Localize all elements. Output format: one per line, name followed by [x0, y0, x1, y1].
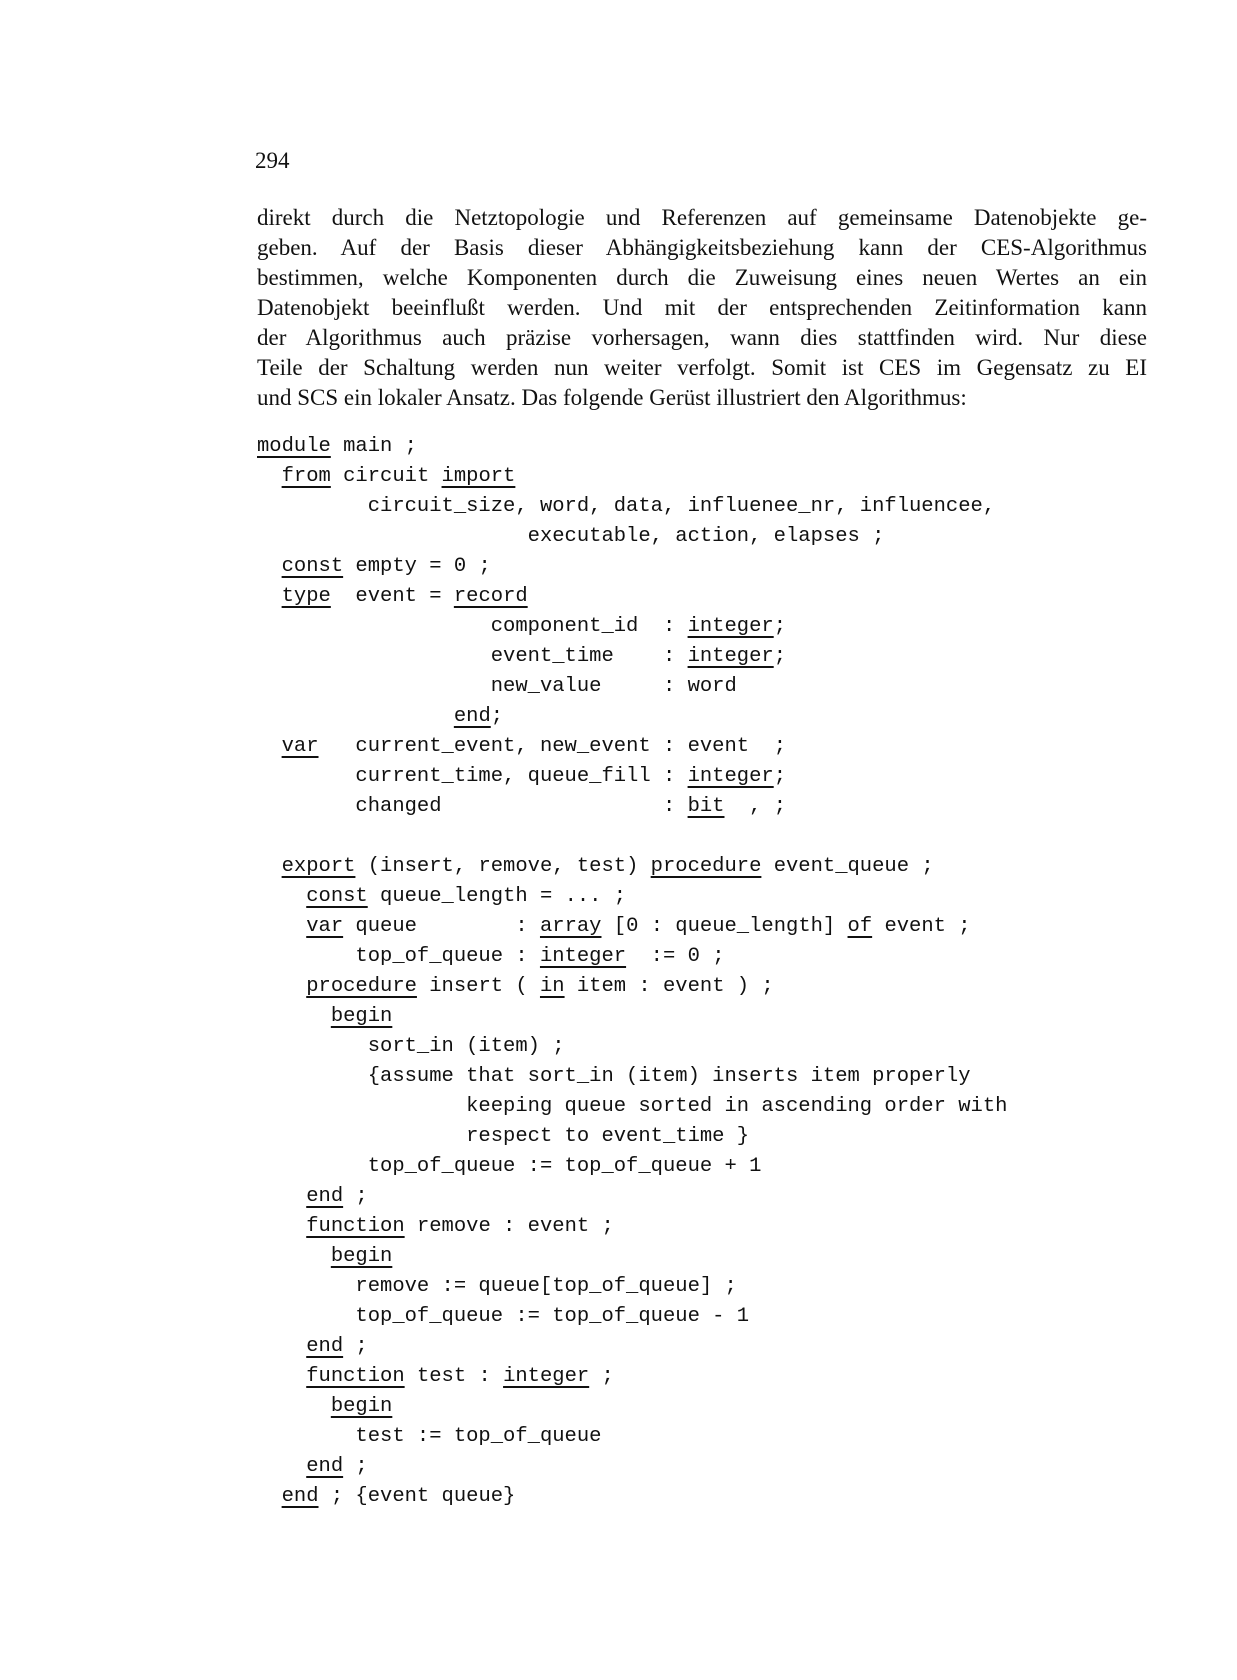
code-text	[257, 735, 282, 758]
code-text	[257, 1455, 306, 1478]
code-text: top_of_queue :	[257, 945, 540, 968]
code-line	[257, 1122, 1007, 1152]
code-keyword: in	[539, 975, 565, 998]
code-line	[257, 1452, 1007, 1482]
code-keyword: procedure	[650, 855, 762, 878]
code-keyword: const	[306, 885, 368, 908]
code-keyword: integer	[687, 765, 774, 788]
code-line	[257, 912, 1007, 942]
code-keyword: record	[453, 585, 528, 608]
code-keyword: export	[281, 855, 356, 878]
code-text	[257, 1185, 306, 1208]
code-text	[257, 1365, 306, 1388]
code-keyword: var	[281, 735, 319, 758]
code-keyword: procedure	[306, 975, 417, 998]
code-keyword: end	[281, 1485, 319, 1508]
paragraph-line: und SCS ein lokaler Ansatz. Das folgende Gerüst illustriert den Algorithmus:	[257, 385, 967, 410]
code-line	[257, 1272, 1007, 1302]
paragraph-line: Datenobjekt beeinflußt werden. Und mit der entsprechenden Zeitinformation kann	[257, 295, 1147, 320]
code-keyword: const	[281, 555, 344, 578]
code-line	[257, 702, 1007, 732]
code-text: ;	[343, 1455, 368, 1478]
code-keyword: array	[539, 915, 602, 938]
code-text: ;	[343, 1185, 368, 1208]
code-line	[257, 1482, 1007, 1512]
code-text	[257, 885, 306, 908]
code-text: keeping queue sorted in ascending order with	[257, 1095, 1008, 1118]
code-keyword: from	[281, 465, 331, 488]
code-text	[257, 975, 306, 998]
code-line	[257, 1212, 1007, 1242]
code-line	[257, 732, 1007, 762]
code-text: current_event, new_event : event ;	[318, 735, 786, 758]
code-text: , ;	[724, 795, 786, 818]
code-text: circuit	[330, 465, 442, 488]
paragraph-line: bestimmen, welche Komponenten durch die Zuweisung eines neuen Wertes an ein	[257, 265, 1147, 290]
code-keyword: integer	[687, 645, 774, 668]
code-keyword: end	[453, 705, 491, 728]
code-text: top_of_queue := top_of_queue + 1	[257, 1155, 762, 1178]
paragraph-line: der Algorithmus auch präzise vorhersagen, wann dies stattfinden wird. Nur diese	[257, 325, 1147, 350]
code-text: event =	[330, 585, 454, 608]
code-text	[257, 1395, 331, 1418]
code-line	[257, 1002, 1007, 1032]
code-text: executable, action, elapses ;	[257, 525, 885, 548]
code-text: ;	[343, 1335, 368, 1358]
code-text: sort_in (item) ;	[257, 1035, 565, 1058]
code-line	[257, 642, 1007, 672]
paragraph-line: direkt durch die Netztopologie und Referenzen auf gemeinsame Datenobjekte ge-	[257, 205, 1147, 230]
code-text: ;	[773, 615, 787, 638]
code-line	[257, 942, 1007, 972]
code-text	[257, 1335, 306, 1358]
code-listing	[257, 432, 1007, 1512]
code-line	[257, 1302, 1007, 1332]
code-text: ; {event queue}	[318, 1485, 516, 1508]
code-text: empty = 0 ;	[343, 555, 491, 578]
code-line	[257, 612, 1007, 642]
code-text: insert (	[416, 975, 540, 998]
code-keyword: function	[306, 1365, 405, 1388]
code-line	[257, 1032, 1007, 1062]
code-text: ;	[589, 1365, 614, 1388]
code-keyword: begin	[330, 1395, 393, 1418]
code-line	[257, 1092, 1007, 1122]
code-text: circuit_size, word, data, influenee_nr, influencee,	[257, 495, 996, 518]
code-line	[257, 1152, 1007, 1182]
code-text: respect to event_time }	[257, 1125, 750, 1148]
code-keyword: of	[847, 915, 873, 938]
code-text	[257, 555, 282, 578]
code-line	[257, 1182, 1007, 1212]
code-line	[257, 1362, 1007, 1392]
code-text: {assume that sort_in (item) inserts item properly	[257, 1065, 971, 1088]
code-line	[257, 582, 1007, 612]
code-keyword: integer	[503, 1365, 590, 1388]
code-line	[257, 1242, 1007, 1272]
code-text: ;	[773, 765, 787, 788]
code-text: ;	[490, 705, 504, 728]
code-text: queue_length = ... ;	[367, 885, 627, 908]
code-line	[257, 762, 1007, 792]
code-text: top_of_queue := top_of_queue - 1	[257, 1305, 750, 1328]
code-keyword: integer	[539, 945, 627, 968]
code-text: [0 : queue_length]	[601, 915, 848, 938]
code-keyword: module	[257, 435, 331, 458]
code-text	[257, 585, 282, 608]
code-line	[257, 492, 1007, 522]
code-text: remove : event ;	[404, 1215, 614, 1238]
code-text: new_value : word	[257, 675, 737, 698]
code-line	[257, 522, 1007, 552]
code-line	[257, 882, 1007, 912]
code-line	[257, 672, 1007, 702]
code-line	[257, 792, 1007, 822]
code-text: remove := queue[top_of_queue] ;	[257, 1275, 737, 1298]
code-text: := 0 ;	[626, 945, 725, 968]
code-keyword: end	[306, 1335, 344, 1358]
code-text: current_time, queue_fill :	[257, 765, 688, 788]
paragraph-line: Teile der Schaltung werden nun weiter verfolgt. Somit ist CES im Gegensatz zu EI	[257, 355, 1147, 380]
code-keyword: import	[441, 465, 516, 488]
code-text	[257, 705, 454, 728]
code-text: queue :	[343, 915, 540, 938]
code-line	[257, 432, 1007, 462]
code-text	[257, 1245, 331, 1268]
code-text	[257, 855, 282, 878]
code-keyword: integer	[687, 615, 774, 638]
body-paragraph	[257, 203, 1147, 413]
code-text: main ;	[330, 435, 417, 458]
code-keyword: end	[306, 1185, 344, 1208]
code-line	[257, 1062, 1007, 1092]
code-line	[257, 852, 1007, 882]
code-text	[257, 465, 282, 488]
code-text: ;	[773, 645, 787, 668]
code-text: changed :	[257, 795, 688, 818]
code-line	[257, 552, 1007, 582]
code-keyword: bit	[687, 795, 725, 818]
code-line	[257, 822, 1007, 852]
code-keyword: var	[306, 915, 344, 938]
code-text: (insert, remove, test)	[355, 855, 651, 878]
code-line	[257, 972, 1007, 1002]
code-keyword: begin	[330, 1245, 393, 1268]
page-number: 294	[255, 148, 290, 173]
code-text	[257, 1215, 306, 1238]
code-text: component_id :	[257, 615, 688, 638]
code-text	[257, 1485, 282, 1508]
code-text: event_queue ;	[761, 855, 934, 878]
code-keyword: type	[281, 585, 331, 608]
code-keyword: function	[306, 1215, 405, 1238]
code-line	[257, 1392, 1007, 1422]
paragraph-line: geben. Auf der Basis dieser Abhängigkeitsbeziehung kann der CES-Algorithmus	[257, 235, 1147, 260]
code-text: event ;	[872, 915, 971, 938]
code-text: test :	[404, 1365, 504, 1388]
code-line	[257, 1332, 1007, 1362]
code-keyword: begin	[330, 1005, 393, 1028]
code-text	[257, 915, 306, 938]
code-line	[257, 462, 1007, 492]
code-text: item : event ) ;	[564, 975, 774, 998]
code-text: event_time :	[257, 645, 688, 668]
code-text: test := top_of_queue	[257, 1425, 602, 1448]
code-keyword: end	[306, 1455, 344, 1478]
code-text	[257, 1005, 331, 1028]
code-line	[257, 1422, 1007, 1452]
